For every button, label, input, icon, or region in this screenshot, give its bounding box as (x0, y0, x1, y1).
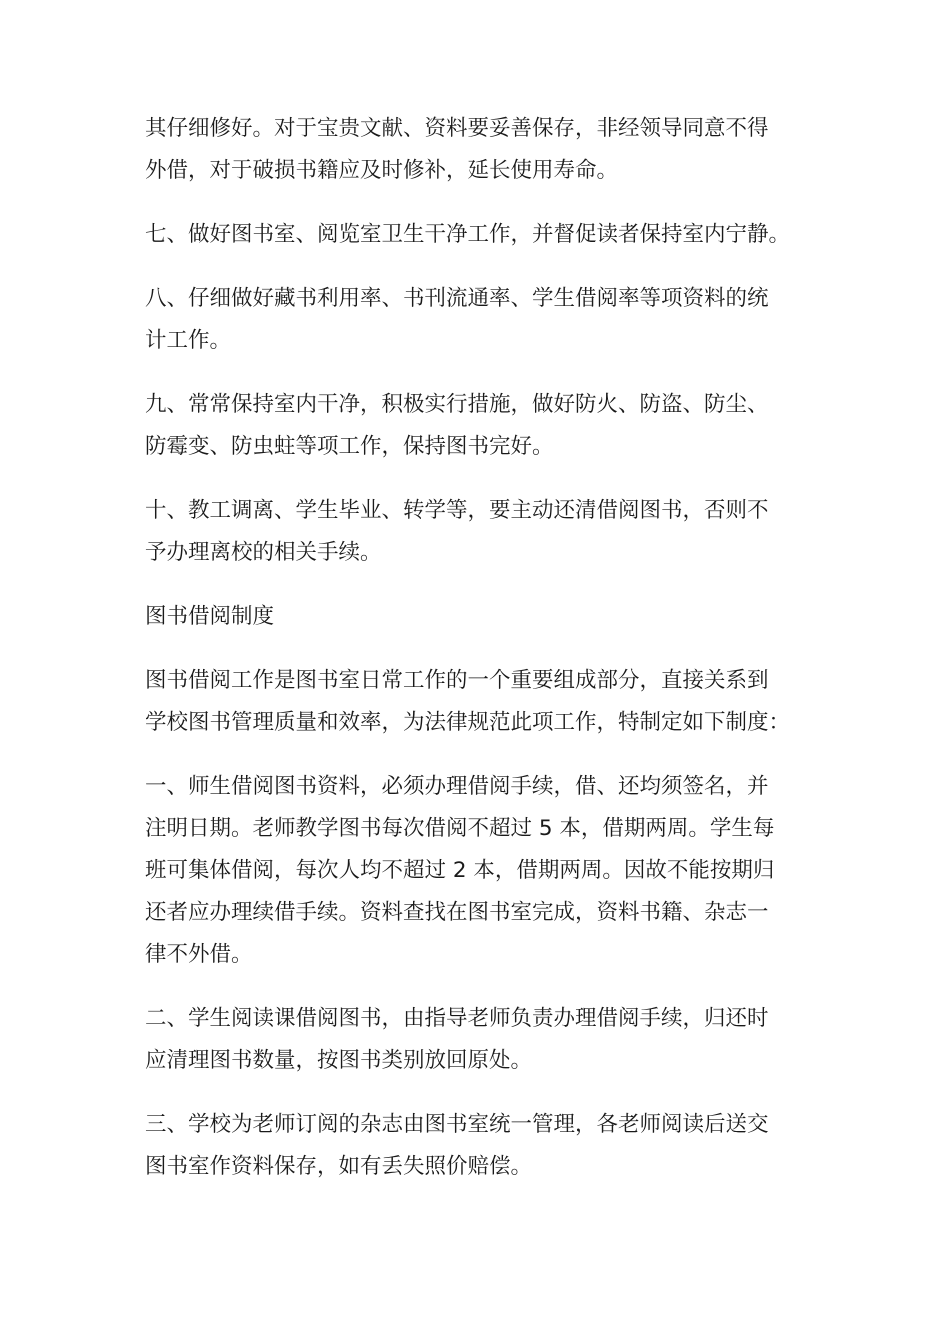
document-body (145, 108, 810, 1210)
section-heading: 图书借阅制度 (145, 604, 275, 629)
paragraph-borrow-rule-three: 三、学校为老师订阅的杂志由图书室统一管理，各老师阅读后送交 图书室作资料保存，如有丢失照价赔偿。 (145, 1112, 769, 1179)
paragraph-rule-seven: 七、做好图书室、阅览室卫生干净工作，并督促读者保持室内宁静。 (145, 222, 791, 247)
paragraph-rule-eight: 八、仔细做好藏书利用率、书刊流通率、学生借阅率等项资料的统 计工作。 (145, 286, 769, 353)
paragraph-repair-preserve: 其仔细修好。对于宝贵文献、资料要妥善保存，非经领导同意不得 外借，对于破损书籍应及时修补，延长使用寿命。 (145, 116, 769, 183)
paragraph-rule-nine: 九、常常保持室内干净，积极实行措施，做好防火、防盗、防尘、 防霉变、防虫蛀等项工作，保持图书完好。 (145, 392, 769, 459)
paragraph-intro: 图书借阅工作是图书室日常工作的一个重要组成部分，直接关系到 学校图书管理质量和效率，为法律规范此项工作，特制定如下制度： (145, 668, 791, 735)
paragraph-rule-ten: 十、教工调离、学生毕业、转学等，要主动还清借阅图书，否则不 予办理离校的相关手续。 (145, 498, 769, 565)
paragraph-borrow-rule-one: 一、师生借阅图书资料，必须办理借阅手续，借、还均须签名，并 注明日期。老师教学图书每次借阅不超过 5 本，借期两周。学生每 班可集体借阅，每次人均不超过 2 本，借期两周。因故不能按期归 还者应办理续借手续。资料查找在图书室完成，资料书籍、杂志一 律不外借。 (145, 774, 775, 967)
paragraph-borrow-rule-two: 二、学生阅读课借阅图书，由指导老师负责办理借阅手续，归还时 应清理图书数量，按图书类别放回原处。 (145, 1006, 769, 1073)
